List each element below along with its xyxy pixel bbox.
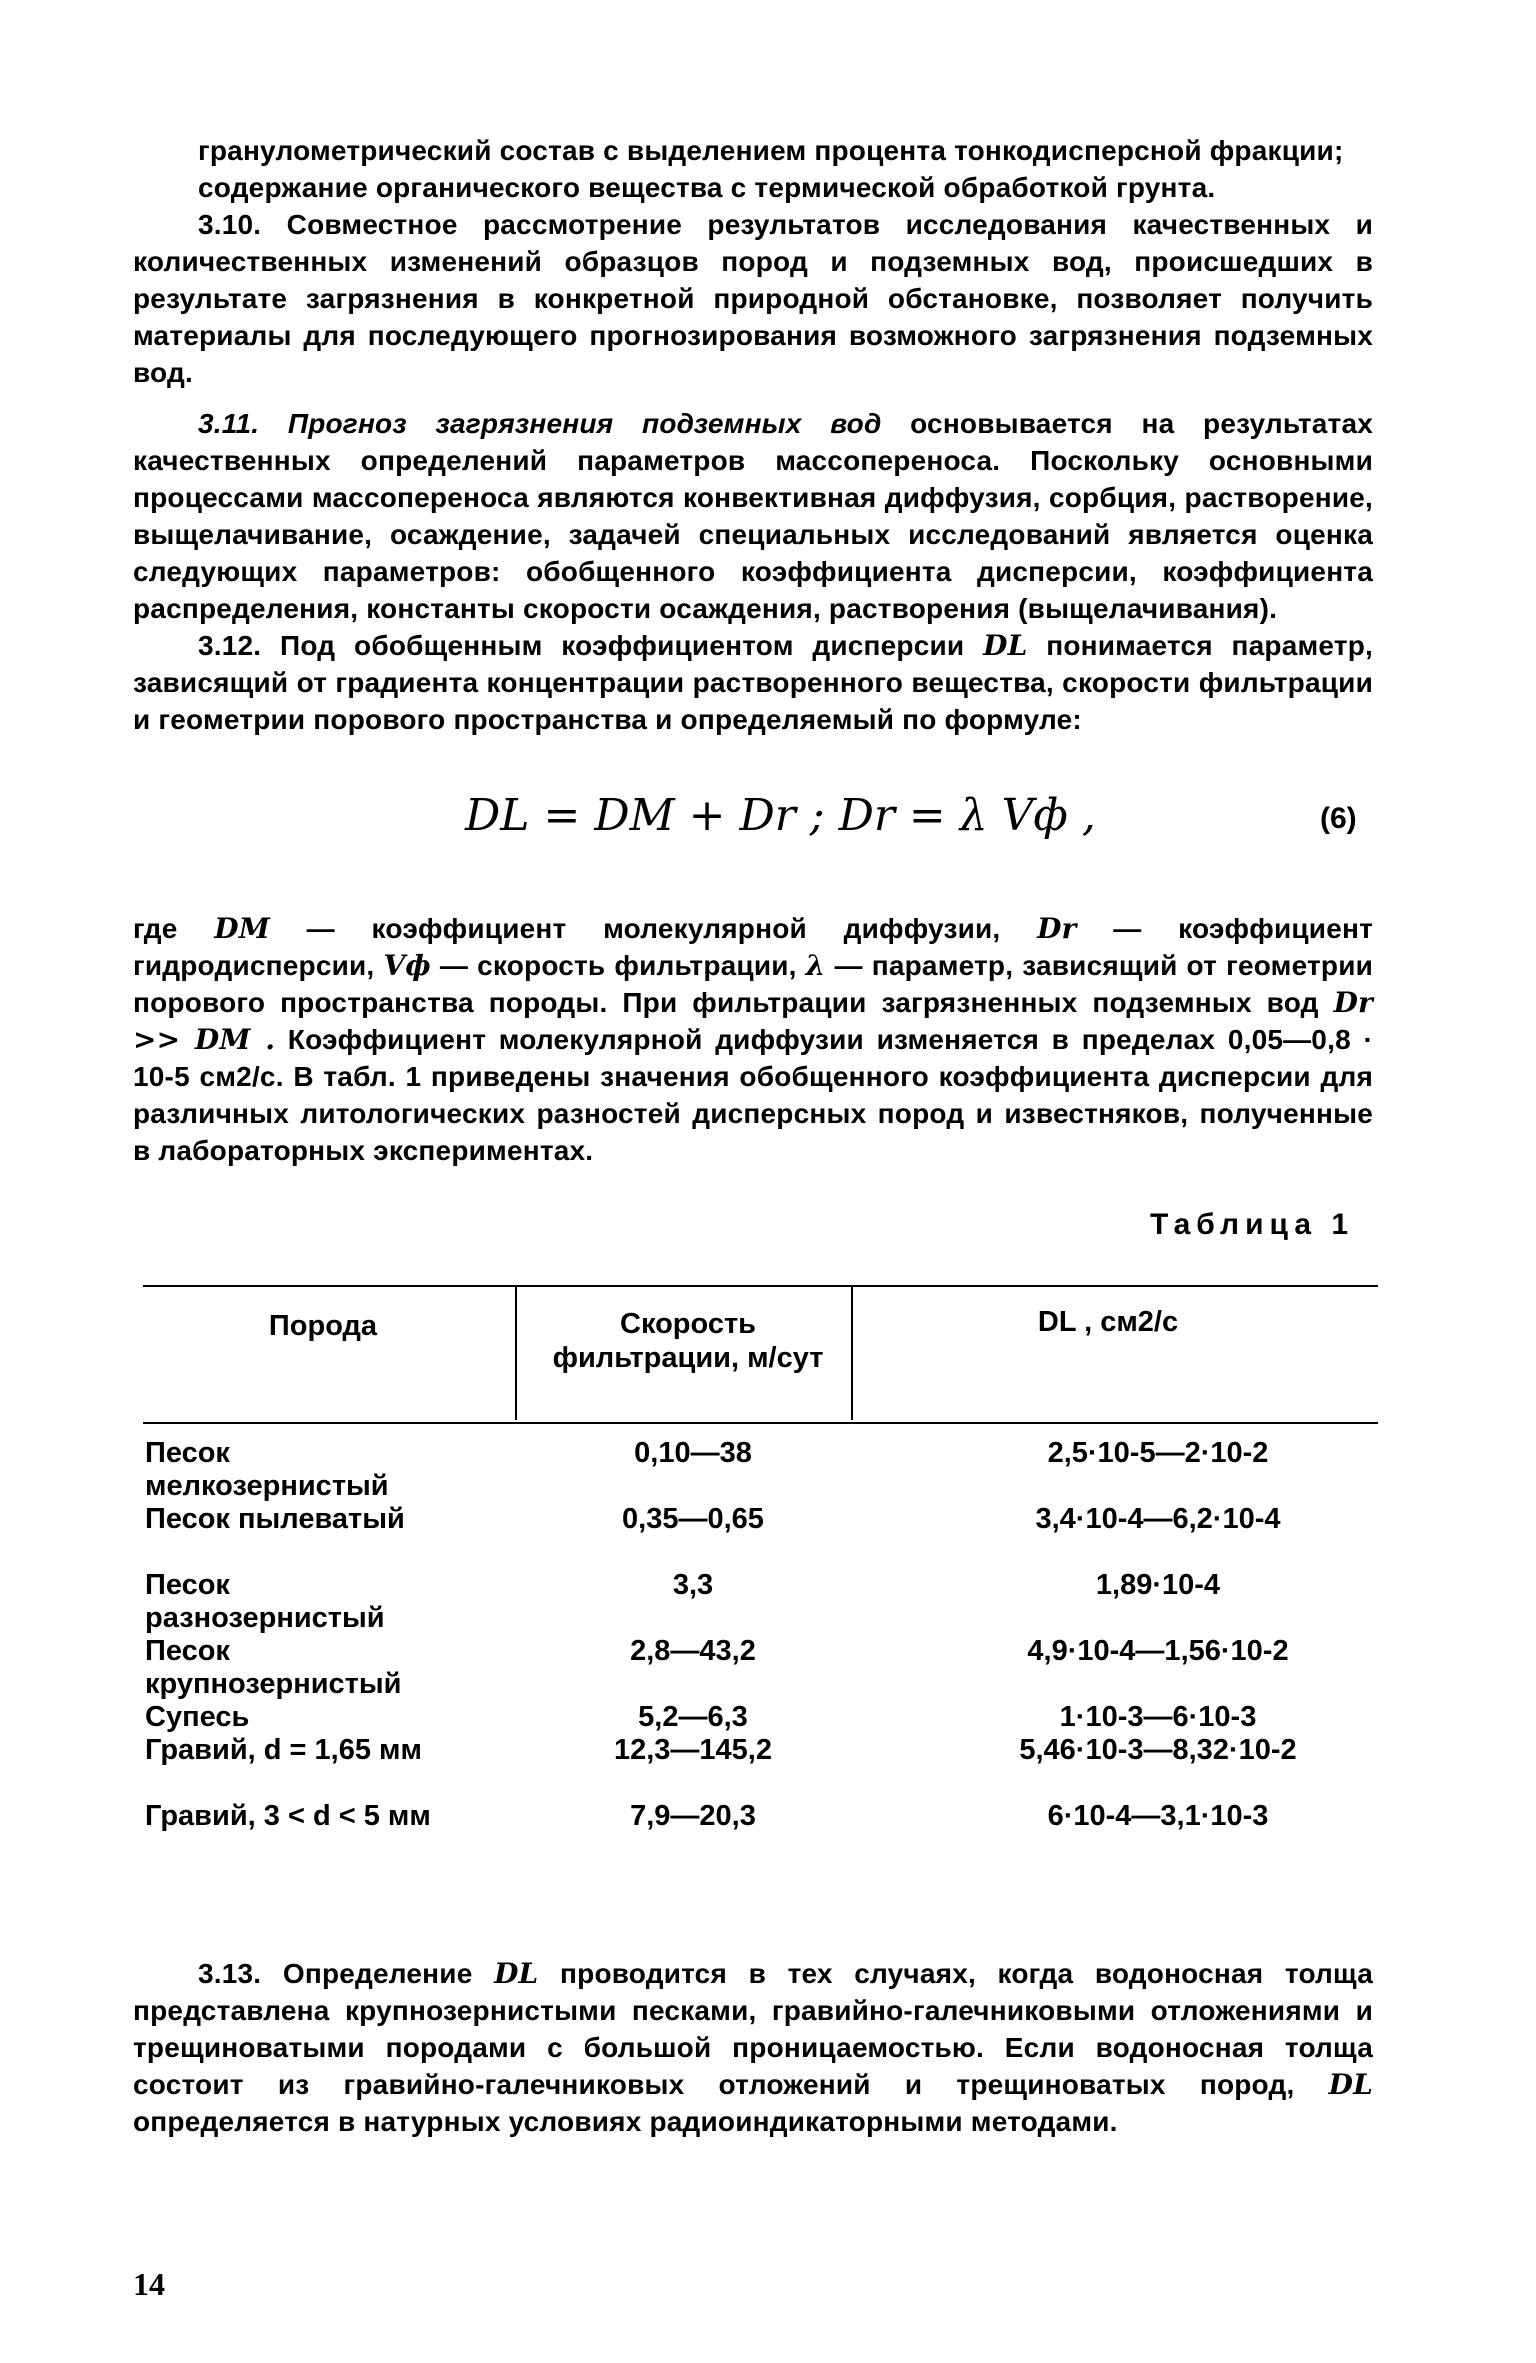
cell-rock: Гравий, 3 < d < 5 мм (145, 1800, 431, 1832)
paragraph-3-12 (133, 627, 1373, 738)
cell-rock: Гравий, d = 1,65 мм (145, 1734, 422, 1766)
text-fragment: определяется в натурных условиях радиоиндикаторными методами. (133, 2106, 1118, 2137)
text-fragment: где (133, 913, 178, 944)
lower-text (133, 1955, 1373, 2140)
symbol-dl: DL (1328, 2068, 1373, 2101)
paragraph-text: понимается параметр, зависящий от градиента концентрации растворенного вещества, скорости фильтрации и геометрии порового пространства и определяемый по формуле: (133, 630, 1373, 735)
text-fragment: — параметр, зависящий от геометрии порового пространства породы. При фильтрации загрязненных подземных вод (133, 950, 1374, 1018)
page-number: 14 (133, 2266, 165, 2302)
cell-dl: 1·10-3—6·10-3 (1059, 1701, 1257, 1733)
symbol-dr-dm: Dr >> DM . (133, 986, 1373, 1056)
header-dl: DL , см2/с (1037, 1306, 1179, 1338)
section-number: 3.12. (198, 630, 262, 661)
column-divider (851, 1285, 853, 1420)
text-fragment: Определение (282, 1958, 473, 1989)
cell-dl: 1,89·10-4 (1095, 1569, 1221, 1601)
section-number: 3.13. (198, 1958, 262, 1989)
paragraph-text: Под обобщенным коэффициентом дисперсии (280, 630, 965, 661)
symbol-lambda: λ (805, 949, 826, 982)
paragraph-granulometry: гранулометрический состав с выделением процента тонкодисперсной фракции; (198, 135, 1344, 166)
italic-term: Прогноз загрязнения подземных вод (287, 408, 882, 439)
formula-expression: DL = DM + Dr ; Dr = λ Vф , (465, 790, 1096, 841)
cell-speed: 3,3 (672, 1569, 714, 1601)
cell-speed: 7,9—20,3 (630, 1800, 756, 1832)
cell-speed: 12,3—145,2 (613, 1734, 772, 1766)
header-speed: Скорость фильтрации, м/сут (552, 1308, 824, 1374)
cell-rock: Песок крупнозернистый (145, 1635, 402, 1700)
column-divider (515, 1285, 517, 1420)
cell-speed: 0,10—38 (634, 1437, 752, 1469)
cell-dl: 4,9·10-4—1,56·10-2 (1027, 1635, 1289, 1667)
paragraph-where (133, 910, 1373, 1169)
cell-rock: Песок мелкозернистый (145, 1437, 389, 1502)
cell-dl: 6·10-4—3,1·10-3 (1047, 1800, 1269, 1832)
formula-6 (0, 790, 1536, 860)
section-number: 3.11. (198, 408, 260, 439)
table-header-rule (143, 1422, 1378, 1424)
where-text (133, 910, 1373, 1169)
cell-dl: 5,46·10-3—8,32·10-2 (1019, 1734, 1297, 1766)
paragraph-organic: содержание органического вещества с термической обработкой грунта. (198, 172, 1216, 203)
symbol-dr: Dr (1037, 912, 1077, 945)
cell-speed: 5,2—6,3 (638, 1701, 748, 1733)
section-number: 3.10. (198, 209, 262, 240)
text-fragment: проводится в тех случаях, когда водоносная толща представлена крупнозернистыми песками, гравийно-галечниковыми отложениями и трещиноватыми породами с большой проницаемостью. Если водоносная толща состоит из гравийно-галечниковых отложений и трещиноватых пород, (133, 1958, 1373, 2100)
cell-dl: 2,5·10-5—2·10-2 (1047, 1437, 1269, 1469)
text-fragment: Коэффициент молекулярной диффузии изменяется в пределах 0,05—0,8 · 10-5 см2/с. В табл. 1 приведены значения обобщенного коэффициента дисперсии для различных литологических разностей дисперсных пород и известняков, полученные в лабораторных экспериментах. (133, 1024, 1373, 1166)
table-top-rule (143, 1285, 1378, 1287)
text-fragment: — коэффициент молекулярной диффузии, (306, 913, 1001, 944)
cell-rock: Супесь (145, 1701, 250, 1733)
cell-speed: 0,35—0,65 (622, 1503, 764, 1535)
upper-text (133, 132, 1373, 738)
paragraph-text: Совместное рассмотрение результатов исследования качественных и количественных изменений образцов пород и подземных вод, происшедших в результате загрязнения в конкретной природной обстановке, позволяет получить материалы для последующего прогнозирования возможного загрязнения подземных вод. (133, 209, 1373, 388)
paragraph-text: основывается на результатах качественных определений параметров массопереноса. Поскольку основными процессами массопереноса являются конвективная диффузия, сорбция, растворение, выщелачивание, осаждение, задачей специальных исследований является оценка следующих параметров: обобщенного коэффициента дисперсии, коэффициента распределения, константы скорости осаждения, растворения (выщелачивания). (133, 408, 1373, 624)
paragraph-3-11 (133, 405, 1373, 627)
paragraph-3-10 (133, 206, 1373, 391)
cell-rock: Песок пылеватый (145, 1503, 405, 1535)
symbol-vf: Vф (383, 949, 431, 982)
text-fragment: — скорость фильтрации, (439, 950, 797, 981)
symbol-dm: DM (214, 912, 270, 945)
formula-number: (6) (1320, 802, 1357, 835)
paragraph-3-13 (133, 1955, 1373, 2140)
header-rock: Порода (268, 1310, 378, 1342)
text-fragment: — коэффициент гидродисперсии, (133, 913, 1373, 981)
table-title: Таблица 1 (1150, 1208, 1355, 1241)
cell-dl: 3,4·10-4—6,2·10-4 (1035, 1503, 1281, 1535)
cell-rock: Песок разнозернистый (145, 1569, 385, 1634)
cell-speed: 2,8—43,2 (630, 1635, 756, 1667)
symbol-dl: DL (494, 1957, 539, 1990)
symbol-dl: DL (983, 629, 1028, 662)
